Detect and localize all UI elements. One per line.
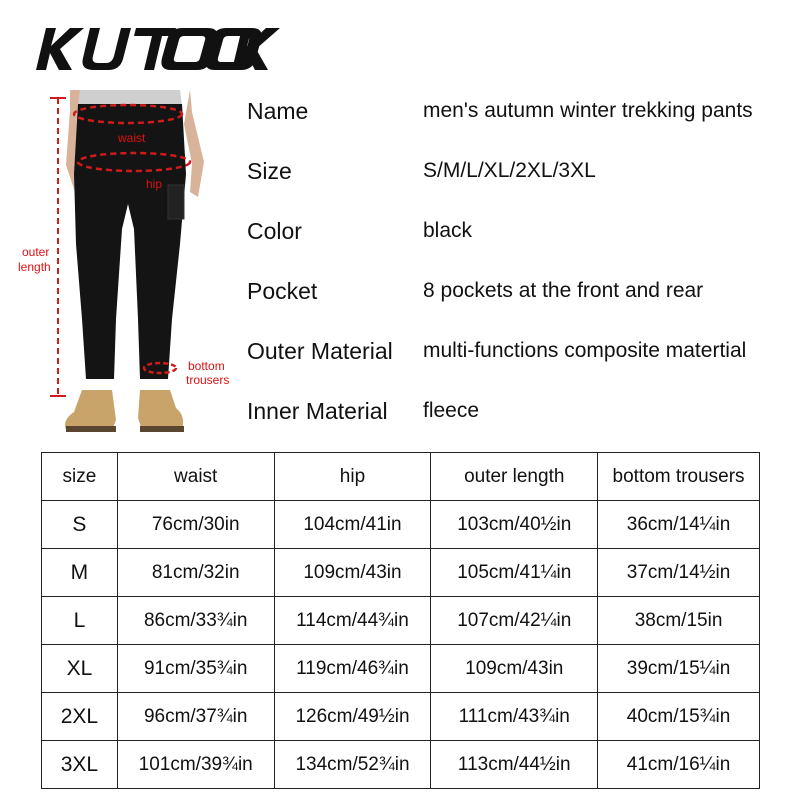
table-cell: 109cm/43in [274, 549, 431, 597]
spec-value: S/M/L/XL/2XL/3XL [423, 159, 596, 182]
left-boot [65, 390, 116, 430]
table-cell: 38cm/15in [598, 597, 760, 645]
table-cell: 114cm/44¾in [274, 597, 431, 645]
spec-key: Color [247, 218, 302, 244]
table-cell: 104cm/41in [274, 501, 431, 549]
table-cell: 109cm/43in [431, 645, 598, 693]
spec-value: black [423, 219, 473, 242]
spec-value: 8 pockets at the front and rear [423, 279, 704, 302]
kutook-logo-k [228, 22, 288, 74]
column-header: size [42, 453, 118, 501]
table-cell: 36cm/14¼in [598, 501, 760, 549]
spec-key: Pocket [247, 278, 318, 304]
table-cell: 103cm/40½in [431, 501, 598, 549]
right-boot [138, 390, 183, 430]
spec-row-size [247, 154, 797, 188]
spec-row-outer-material [247, 334, 797, 368]
column-header: waist [117, 453, 274, 501]
spec-value: fleece [423, 399, 480, 422]
table-row [42, 549, 760, 597]
table-cell: 3XL [42, 741, 118, 789]
table-cell: 91cm/35¾in [117, 645, 274, 693]
table-cell: XL [42, 645, 118, 693]
table-header-row [42, 453, 760, 501]
column-header: bottom trousers [598, 453, 760, 501]
table-cell: 81cm/32in [117, 549, 274, 597]
table-cell: 101cm/39¾in [117, 741, 274, 789]
bottom-label-2: trousers [186, 373, 230, 387]
waist-label: waist [118, 131, 146, 145]
table-cell: 134cm/52¾in [274, 741, 431, 789]
spec-value: multi-functions composite matertial [423, 339, 747, 362]
spec-row-inner-material [247, 394, 797, 428]
outer-length-label-2: length [18, 260, 51, 274]
table-cell: L [42, 597, 118, 645]
table-cell: 126cm/49½in [274, 693, 431, 741]
spec-row-pocket [247, 274, 797, 308]
spec-key: Inner Material [247, 398, 388, 424]
table-row [42, 645, 760, 693]
table-row [42, 741, 760, 789]
table-cell: M [42, 549, 118, 597]
table-cell: S [42, 501, 118, 549]
column-header: hip [274, 453, 431, 501]
table-row [42, 693, 760, 741]
shirt [78, 90, 182, 106]
hip-label: hip [146, 177, 163, 191]
table-cell: 86cm/33¾in [117, 597, 274, 645]
table-cell: 111cm/43¾in [431, 693, 598, 741]
right-arm [184, 90, 204, 197]
spec-row-name [247, 94, 797, 128]
spec-key: Size [247, 158, 292, 184]
table-cell: 113cm/44½in [431, 741, 598, 789]
bottom-label-1: bottom [188, 359, 225, 373]
cargo-pocket [168, 185, 184, 219]
table-cell: 119cm/46¾in [274, 645, 431, 693]
table-cell: 41cm/16¼in [598, 741, 760, 789]
table-cell: 40cm/15¾in [598, 693, 760, 741]
table-row [42, 597, 760, 645]
table-cell: 105cm/41¼in [431, 549, 598, 597]
spec-row-color [247, 214, 797, 248]
table-cell: 107cm/42¼in [431, 597, 598, 645]
table-cell: 37cm/14½in [598, 549, 760, 597]
table-cell: 76cm/30in [117, 501, 274, 549]
table-row [42, 501, 760, 549]
spec-key: Outer Material [247, 338, 393, 364]
table-cell: 39cm/15¼in [598, 645, 760, 693]
column-header: outer length [431, 453, 598, 501]
pants-illustration [74, 104, 186, 379]
spec-key: Name [247, 98, 309, 124]
outer-length-label-1: outer [22, 245, 50, 259]
spec-value: men's autumn winter trekking pants [423, 99, 753, 122]
table-cell: 2XL [42, 693, 118, 741]
pants-figure [0, 90, 240, 445]
size-table [41, 452, 760, 789]
table-cell: 96cm/37¾in [117, 693, 274, 741]
